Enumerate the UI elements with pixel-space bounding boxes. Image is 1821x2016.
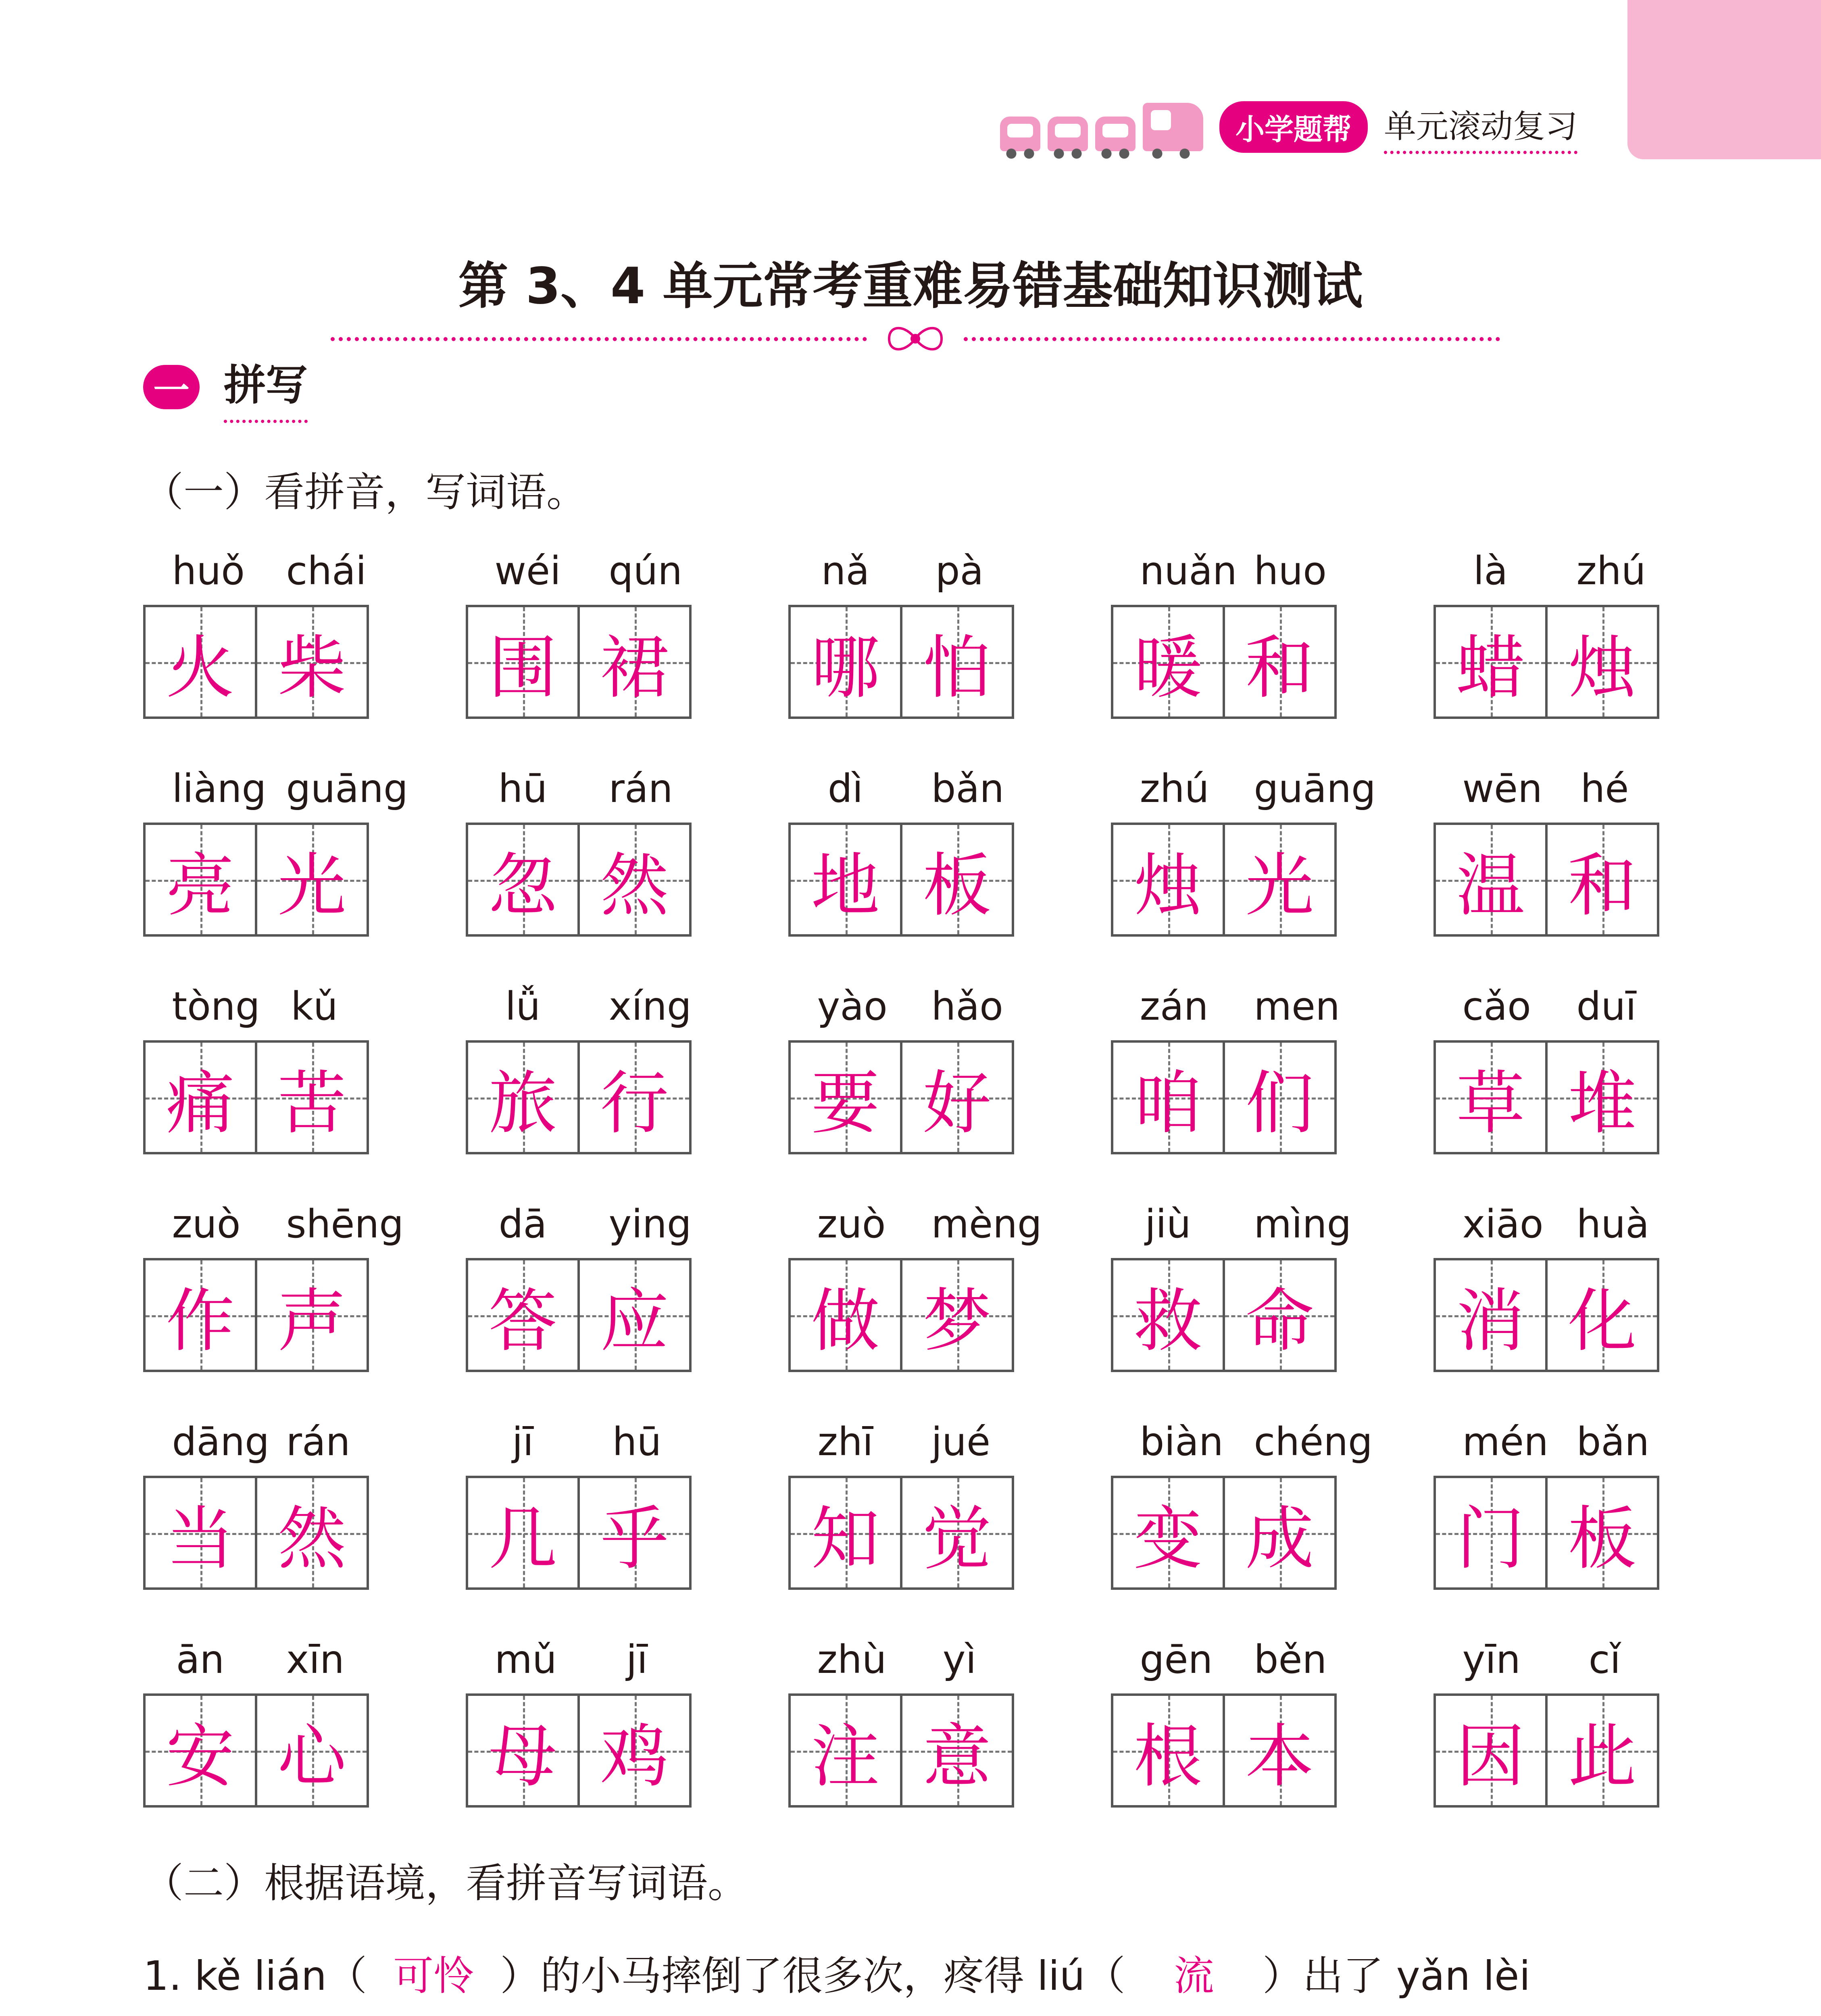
pinyin-label: zhù (817, 1637, 887, 1682)
character-box[interactable] (466, 1040, 580, 1154)
character-box[interactable] (788, 1693, 902, 1808)
character-answer: 几 (488, 1499, 557, 1579)
pinyin-label: guāng (286, 766, 408, 811)
character-answer: 根 (1133, 1717, 1202, 1797)
character-answer: 然 (277, 1499, 346, 1579)
brand-badge: 小学题帮 (1219, 101, 1368, 153)
character-answer: 因 (1456, 1717, 1525, 1797)
character-box[interactable] (257, 1258, 369, 1372)
character-box[interactable] (580, 605, 692, 719)
character-box[interactable] (257, 823, 369, 937)
character-answer: 哪 (811, 628, 880, 708)
character-answer: 消 (1456, 1281, 1525, 1361)
character-answer: 烛 (1568, 628, 1637, 708)
header (1000, 97, 1577, 157)
pinyin-label: jī (626, 1637, 648, 1682)
character-box[interactable] (1433, 1476, 1548, 1590)
character-answer: 应 (600, 1281, 669, 1361)
pinyin-label: zhī (817, 1419, 873, 1464)
title-divider (331, 335, 1500, 343)
character-answer: 命 (1245, 1281, 1314, 1361)
character-answer: 光 (1245, 846, 1314, 926)
character-box[interactable] (143, 1258, 257, 1372)
pinyin-label: dā (498, 1202, 547, 1247)
character-box[interactable] (1548, 1476, 1659, 1590)
character-answer: 觉 (923, 1499, 992, 1579)
bow-icon (885, 323, 946, 355)
pinyin-label: huo (1254, 548, 1327, 594)
pinyin-label: zuò (817, 1202, 886, 1247)
character-answer: 此 (1568, 1717, 1637, 1797)
unit-label: 单元滚动复习 (1384, 100, 1577, 154)
character-answer: 乎 (600, 1499, 669, 1579)
character-answer: 当 (166, 1499, 235, 1579)
pinyin-label: dì (827, 766, 863, 811)
pinyin-label: wēn (1462, 766, 1542, 811)
pinyin-label: biàn (1140, 1419, 1223, 1464)
character-answer: 地 (811, 846, 880, 926)
character-answer: 做 (811, 1281, 880, 1361)
pinyin-label: cǎo (1462, 984, 1531, 1029)
character-box[interactable] (1111, 1476, 1225, 1590)
pinyin-label: rán (608, 766, 673, 811)
character-box[interactable] (788, 1258, 902, 1372)
pinyin-label: jiù (1145, 1202, 1191, 1247)
character-answer: 蜡 (1456, 628, 1525, 708)
pinyin-label: bǎn (1576, 1419, 1650, 1464)
character-answer: 烛 (1133, 846, 1202, 926)
character-box[interactable] (788, 605, 902, 719)
pinyin-label: ying (608, 1202, 692, 1247)
character-answer: 们 (1245, 1064, 1314, 1143)
pinyin-label: chái (286, 548, 367, 594)
section-title: 拼写 (224, 351, 308, 423)
corner-tab (1627, 0, 1821, 159)
character-box[interactable] (1433, 1258, 1548, 1372)
pinyin-label: ān (176, 1637, 225, 1682)
character-answer: 注 (811, 1717, 880, 1797)
character-box[interactable] (902, 605, 1014, 719)
character-answer: 作 (166, 1281, 235, 1361)
character-answer: 救 (1133, 1281, 1202, 1361)
character-answer: 温 (1456, 846, 1525, 926)
character-box[interactable] (143, 1476, 257, 1590)
pinyin-label: tòng (172, 984, 260, 1029)
character-box[interactable] (580, 1693, 692, 1808)
character-box[interactable] (143, 823, 257, 937)
character-answer: 苦 (277, 1064, 346, 1143)
pinyin-label: yì (942, 1637, 977, 1682)
character-answer: 裙 (600, 628, 669, 708)
character-answer: 暖 (1133, 628, 1202, 708)
character-box[interactable] (902, 1693, 1014, 1808)
character-answer: 柴 (277, 628, 346, 708)
character-box[interactable] (1111, 1693, 1225, 1808)
character-box[interactable] (466, 823, 580, 937)
pinyin-label: zhú (1140, 766, 1209, 811)
section-heading (143, 359, 308, 415)
character-answer: 门 (1456, 1499, 1525, 1579)
character-box[interactable] (788, 1476, 902, 1590)
character-box[interactable] (788, 1040, 902, 1154)
character-answer: 母 (488, 1717, 557, 1797)
pinyin-label: dāng (172, 1419, 270, 1464)
pinyin-label: chéng (1254, 1419, 1373, 1464)
character-box[interactable] (1225, 823, 1337, 937)
pinyin-label: guāng (1254, 766, 1376, 811)
section-number: 一 (143, 365, 200, 409)
character-box[interactable] (902, 1476, 1014, 1590)
character-box[interactable] (143, 605, 257, 719)
character-answer: 忽 (488, 846, 557, 926)
pinyin-label: jué (931, 1419, 991, 1464)
character-box[interactable] (1111, 823, 1225, 937)
character-answer: 板 (1568, 1499, 1637, 1579)
character-box[interactable] (1433, 1040, 1548, 1154)
character-box[interactable] (143, 1040, 257, 1154)
character-box[interactable] (257, 1040, 369, 1154)
pinyin-label: qún (608, 548, 683, 594)
character-answer: 旅 (488, 1064, 557, 1143)
character-answer: 答 (488, 1281, 557, 1361)
pinyin-label: bǎn (931, 766, 1004, 811)
character-box[interactable] (257, 605, 369, 719)
character-answer: 火 (166, 628, 235, 708)
character-box[interactable] (1111, 1258, 1225, 1372)
pinyin-label: jī (512, 1419, 534, 1464)
character-box[interactable] (1548, 1693, 1659, 1808)
character-box[interactable] (1225, 605, 1337, 719)
character-answer: 本 (1245, 1717, 1314, 1797)
pinyin-label: hǎo (931, 984, 1003, 1029)
character-box[interactable] (1111, 605, 1225, 719)
answer: 流 (1173, 1952, 1214, 1999)
character-answer: 声 (277, 1281, 346, 1361)
character-answer: 光 (277, 846, 346, 926)
character-answer: 咱 (1133, 1064, 1202, 1143)
character-answer: 草 (1456, 1064, 1525, 1143)
pinyin-label: yào (817, 984, 888, 1029)
character-box[interactable] (1225, 1693, 1337, 1808)
page-title: 第 3、4 单元常考重难易错基础知识测试 (458, 257, 1363, 315)
character-box[interactable] (1225, 1258, 1337, 1372)
pinyin-label: nǎ (821, 548, 870, 594)
character-box[interactable] (466, 1476, 580, 1590)
character-box[interactable] (902, 1040, 1014, 1154)
character-box[interactable] (902, 823, 1014, 937)
character-box[interactable] (1548, 605, 1659, 719)
pinyin-label: xiāo (1462, 1202, 1544, 1247)
pinyin-label: mìng (1254, 1202, 1352, 1247)
character-answer: 安 (166, 1717, 235, 1797)
pinyin-label: cǐ (1588, 1637, 1621, 1682)
character-box[interactable] (1433, 605, 1548, 719)
character-answer: 鸡 (600, 1717, 669, 1797)
character-answer: 化 (1568, 1281, 1637, 1361)
pinyin-label: là (1473, 548, 1508, 594)
character-box[interactable] (1548, 823, 1659, 937)
character-box[interactable] (1225, 1040, 1337, 1154)
pinyin-label: zhú (1576, 548, 1646, 594)
pinyin-label: liàng (172, 766, 267, 811)
pinyin-label: huǒ (172, 548, 245, 594)
character-answer: 亮 (166, 846, 235, 926)
pinyin-label: xīn (286, 1637, 344, 1682)
character-answer: 痛 (166, 1064, 235, 1143)
pinyin-label: nuǎn (1140, 548, 1237, 594)
pinyin-label: shēng (286, 1202, 404, 1247)
character-answer: 围 (488, 628, 557, 708)
character-answer: 知 (811, 1499, 880, 1579)
pinyin-label: zán (1140, 984, 1208, 1029)
character-box[interactable] (257, 1476, 369, 1590)
pinyin-label: wéi (494, 548, 561, 594)
character-answer: 行 (600, 1064, 669, 1143)
pinyin-label: hū (612, 1419, 662, 1464)
pinyin-label: gēn (1140, 1637, 1213, 1682)
pinyin-label: pà (935, 548, 984, 594)
character-answer: 和 (1245, 628, 1314, 708)
pinyin-label: mèng (931, 1202, 1042, 1247)
answer: 可怜 (393, 1952, 474, 1999)
character-box[interactable] (1548, 1040, 1659, 1154)
pinyin-label: huà (1576, 1202, 1650, 1247)
pinyin-label: kǔ (291, 984, 338, 1029)
question-1-line-1: 1. kě lián（ 可怜 ）的小马摔倒了很多次，疼得 liú（ 流 ）出了 yǎn lèi (143, 1943, 1530, 2001)
pinyin-label: běn (1254, 1637, 1327, 1682)
character-answer: 梦 (923, 1281, 992, 1361)
character-box[interactable] (466, 1258, 580, 1372)
character-box[interactable] (257, 1693, 369, 1808)
character-answer: 心 (277, 1717, 346, 1797)
pinyin-label: duī (1576, 984, 1636, 1029)
character-box[interactable] (1225, 1476, 1337, 1590)
character-answer: 变 (1133, 1499, 1202, 1579)
character-box[interactable] (466, 605, 580, 719)
character-box[interactable] (143, 1693, 257, 1808)
pinyin-label: rán (286, 1419, 350, 1464)
character-answer: 要 (811, 1064, 880, 1143)
character-box[interactable] (1433, 823, 1548, 937)
character-box[interactable] (1433, 1693, 1548, 1808)
character-answer: 怕 (923, 628, 992, 708)
character-box[interactable] (580, 1258, 692, 1372)
character-box[interactable] (1111, 1040, 1225, 1154)
character-answer: 意 (923, 1717, 992, 1797)
pinyin-label: hé (1580, 766, 1629, 811)
train-icon (1000, 103, 1203, 151)
pinyin-label: mén (1462, 1419, 1548, 1464)
character-answer: 和 (1568, 846, 1637, 926)
part2-instruction: （二）根据语境，看拼音写词语。 (143, 1860, 748, 1907)
pinyin-label: hū (498, 766, 548, 811)
character-answer: 然 (600, 846, 669, 926)
character-answer: 好 (923, 1064, 992, 1143)
character-box[interactable] (902, 1258, 1014, 1372)
pinyin-label: zuò (172, 1202, 241, 1247)
character-box[interactable] (580, 823, 692, 937)
character-box[interactable] (788, 823, 902, 937)
pinyin-label: mǔ (494, 1637, 557, 1682)
pinyin-label: xíng (608, 984, 692, 1029)
pinyin-label: lǚ (505, 984, 541, 1029)
pinyin-label: men (1254, 984, 1340, 1029)
character-answer: 板 (923, 846, 992, 926)
character-box[interactable] (580, 1476, 692, 1590)
character-box[interactable] (466, 1693, 580, 1808)
character-answer: 成 (1245, 1499, 1314, 1579)
part1-instruction: （一）看拼音，写词语。 (143, 469, 587, 516)
character-box[interactable] (1548, 1258, 1659, 1372)
pinyin-label: yīn (1462, 1637, 1521, 1682)
character-box[interactable] (580, 1040, 692, 1154)
character-answer: 堆 (1568, 1064, 1637, 1143)
